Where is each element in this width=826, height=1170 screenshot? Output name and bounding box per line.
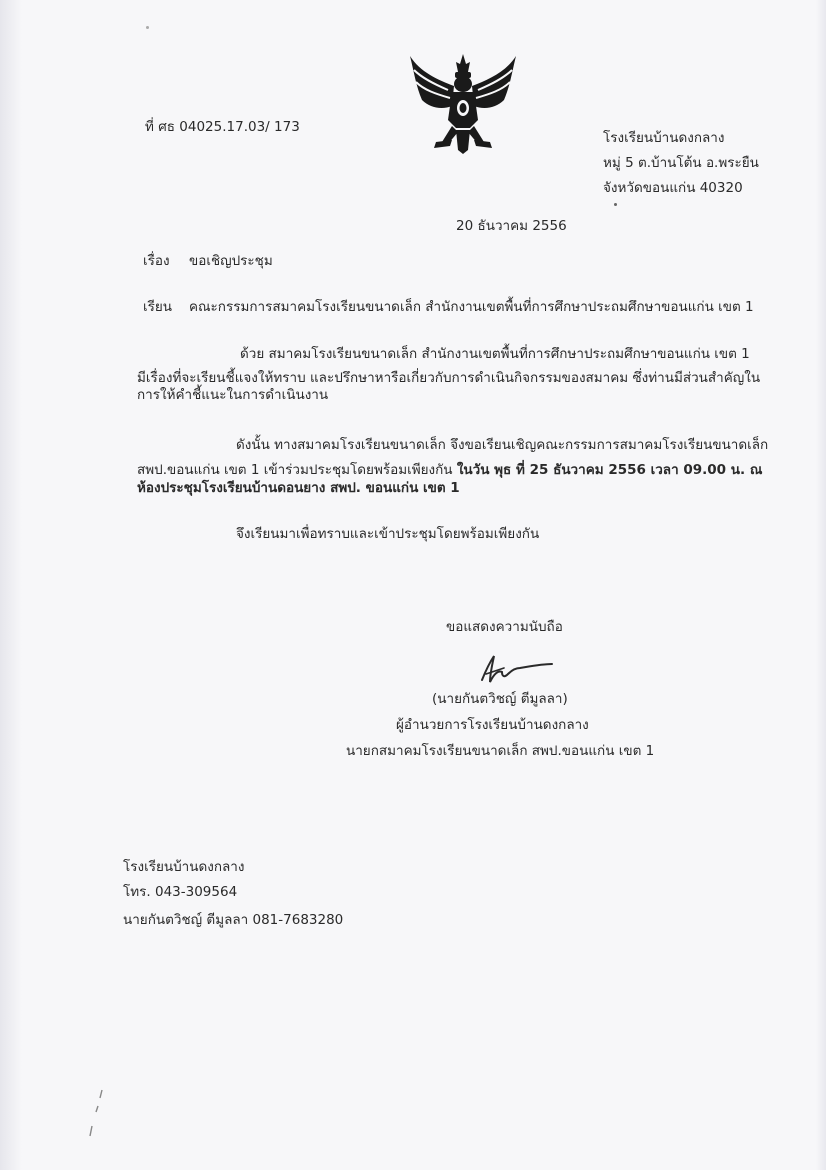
paragraph2-line2 [137,461,762,479]
scan-edge-left [0,0,22,1170]
closing-line: จึงเรียนมาเพื่อทราบและเข้าประชุมโดยพร้อมเพียงกัน [236,526,540,542]
sender-address-line1: หมู่ 5 ต.บ้านโต้น อ.พระยืน [603,155,759,171]
signer-position2: นายกสมาคมโรงเรียนขนาดเล็ก สพป.ขอนแก่น เขต 1 [346,743,655,759]
contact-person: นายกันตวิชญ์ ตีมูลลา 081-7683280 [123,912,344,928]
paragraph2-line2-regular: สพป.ขอนแก่น เขต 1 เข้าร่วมประชุมโดยพร้อมเพียงกัน [137,462,453,478]
paragraph1-line1: ด้วย สมาคมโรงเรียนขนาดเล็ก สำนักงานเขตพื้นที่การศึกษาประถมศึกษาขอนแก่น เขต 1 [240,346,750,362]
garuda-emblem-icon [408,50,518,154]
paragraph2-line1: ดังนั้น ทางสมาคมโรงเรียนขนาดเล็ก จึงขอเรียนเชิญคณะกรรมการสมาคมโรงเรียนขนาดเล็ก [236,437,769,453]
recipient-label: เรียน [143,299,173,315]
scan-edge-right [816,0,826,1170]
meeting-datetime: ในวัน พุธ ที่ 25 ธันวาคม 2556 เวลา 09.00 น. ณ [456,462,763,478]
reference-number: ที่ ศธ 04025.17.03/ 173 [145,119,300,135]
recipient-text: คณะกรรมการสมาคมโรงเรียนขนาดเล็ก สำนักงานเขตพื้นที่การศึกษาประถมศึกษาขอนแก่น เขต 1 [189,299,754,315]
meeting-location: ห้องประชุมโรงเรียนบ้านดอนยาง สพป. ขอนแก่น เขต 1 [137,480,460,496]
paragraph1-line3: การให้คำชี้แนะในการดำเนินงาน [137,387,329,403]
scan-speck [146,26,149,29]
sender-name: โรงเรียนบ้านดงกลาง [603,130,725,146]
sender-address-line2: จังหวัดขอนแก่น 40320 [603,180,743,196]
subject-text: ขอเชิญประชุม [189,253,273,269]
salutation: ขอแสดงความนับถือ [446,619,563,635]
contact-org: โรงเรียนบ้านดงกลาง [123,859,245,875]
letter-date: 20 ธันวาคม 2556 [456,218,567,234]
signer-name: (นายกันตวิชญ์ ตีมูลลา) [432,691,568,707]
contact-phone: โทร. 043-309564 [123,884,238,900]
paragraph1-line2: มีเรื่องที่จะเรียนชี้แจงให้ทราบ และปรึกษาหารือเกี่ยวกับการดำเนินกิจกรรมของสมาคม ซึ่งท่านมีส่วนสำคัญใน [137,370,761,386]
scan-mark [84,1086,108,1146]
signature-icon [476,652,556,686]
subject-label: เรื่อง [143,253,170,269]
signer-position1: ผู้อำนวยการโรงเรียนบ้านดงกลาง [396,717,589,733]
scan-speck [614,203,617,206]
